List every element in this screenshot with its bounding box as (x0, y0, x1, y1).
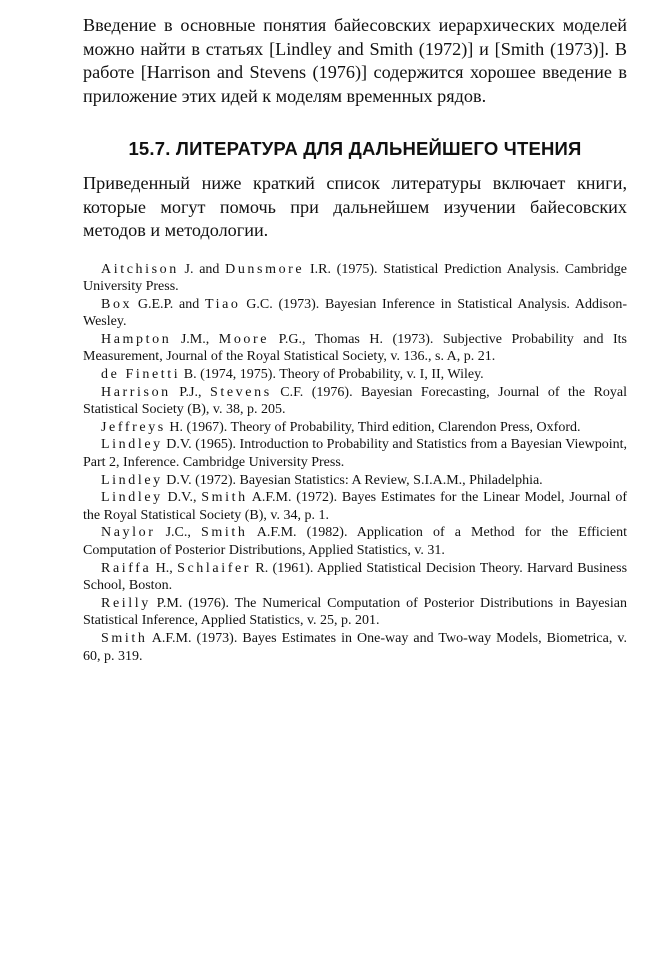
reference-details: I.R. (1975). Statistical Prediction Analysis. Cambridge University Press. (83, 261, 627, 295)
reference-entry (83, 472, 627, 490)
reference-author-1-initials: J.C., (165, 525, 191, 541)
reference-details: D.V. (1972). Bayesian Statistics: A Review, S.I.A.M., Philadelphia. (166, 472, 543, 488)
reference-details: P.G., Thomas H. (1973). Subjective Probability and Its Measurement, Journal of the Royal Statistical Society, v. 136., s. A, p. 21. (83, 331, 627, 365)
reference-author-1: Lindley (101, 490, 163, 506)
reference-author-1: Smith (101, 630, 148, 646)
reference-entry (83, 366, 627, 384)
reference-details: P.M. (1976). The Numerical Computation of Posterior Distributions in Bayesian Statistical Inference, Applied Statistics, v. 25, p. 201. (83, 595, 627, 629)
intro-paragraph: Введение в основные понятия байесовских иерархических моделей можно найти в статьях [Lindley and Smith (1972)] и [Smith (1973)]. В работе [Harrison and Stevens (1976)] содержится хорошее введение в приложение этих идей к моделям временных рядов. (83, 15, 627, 106)
lead-paragraph: Приведенный ниже краткий список литературы включает книги, которые могут помочь при дальнейшем изучении байесовских методов и методологии. (83, 173, 627, 240)
reference-author-2: Smith (201, 490, 248, 506)
reference-entry (83, 296, 627, 331)
reference-details: C.F. (1976). Bayesian Forecasting, Journal of the Royal Statistical Society (B), v. 38, p. 205. (83, 384, 628, 418)
reference-author-1-initials: P.J., (179, 384, 202, 400)
reference-author-2: Moore (218, 331, 270, 347)
reference-details: R. (1961). Applied Statistical Decision Theory. Harvard Business School, Boston. (83, 560, 628, 594)
reference-details: B. (1974, 1975). Theory of Probability, v. I, II, Wiley. (183, 367, 484, 383)
reference-entry (83, 261, 627, 296)
reference-author-1: Jeffreys (101, 419, 166, 435)
reference-author-1: de Finetti (101, 367, 181, 383)
reference-author-1: Box (101, 296, 133, 312)
reference-entry (83, 419, 627, 437)
reference-entry (83, 331, 627, 366)
reference-author-1-initials: J. and (184, 261, 220, 277)
reference-author-1: Lindley (101, 437, 163, 453)
reference-author-2: Stevens (209, 384, 272, 400)
reference-author-1: Raiffa (101, 560, 152, 576)
reference-details: D.V. (1965). Introduction to Probability and Statistics from a Bayesian Viewpoint, Part 2, Inference. Cambridge University Press. (83, 437, 627, 471)
reference-entry (83, 524, 627, 559)
reference-author-1: Aitchison (101, 261, 179, 277)
reference-author-1-initials: D.V., (167, 490, 197, 506)
reference-list (83, 261, 627, 666)
reference-entry (83, 560, 627, 595)
reference-author-1-initials: J.M., (180, 331, 210, 347)
reference-entry (83, 630, 627, 665)
reference-details: G.C. (1973). Bayesian Inference in Statistical Analysis. Addison-Wesley. (83, 296, 627, 330)
reference-details: H. (1967). Theory of Probability, Third edition, Clarendon Press, Oxford. (169, 419, 581, 435)
reference-entry (83, 384, 627, 419)
reference-author-1: Reilly (101, 595, 151, 611)
reference-author-2: Tiao (204, 296, 241, 312)
reference-entry (83, 436, 627, 471)
reference-author-1: Hampton (101, 331, 172, 347)
reference-author-1-initials: G.E.P. and (137, 296, 200, 312)
reference-entry (83, 595, 627, 630)
reference-author-2: Smith (201, 525, 248, 541)
reference-author-2: Dunsmore (225, 261, 305, 277)
section-heading: 15.7. ЛИТЕРАТУРА ДЛЯ ДАЛЬНЕЙШЕГО ЧТЕНИЯ (128, 138, 582, 159)
reference-author-2: Schlaifer (177, 560, 252, 576)
reference-entry (83, 489, 627, 524)
reference-author-1: Harrison (101, 384, 171, 400)
page (83, 14, 627, 665)
reference-details: A.F.M. (1982). Application of a Method for the Efficient Computation of Posterior Distributions, Applied Statistics, v. 31. (83, 525, 628, 558)
reference-details: A.F.M. (1973). Bayes Estimates in One-way and Two-way Models, Biometrica, v. 60, p. 319. (83, 630, 627, 664)
reference-author-1: Naylor (101, 525, 156, 541)
reference-author-1-initials: H., (155, 560, 173, 576)
reference-author-1: Lindley (101, 472, 163, 488)
reference-details: A.F.M. (1972). Bayes Estimates for the Linear Model, Journal of the Royal Statistical Society (B), v. 34, p. 1. (83, 490, 627, 523)
